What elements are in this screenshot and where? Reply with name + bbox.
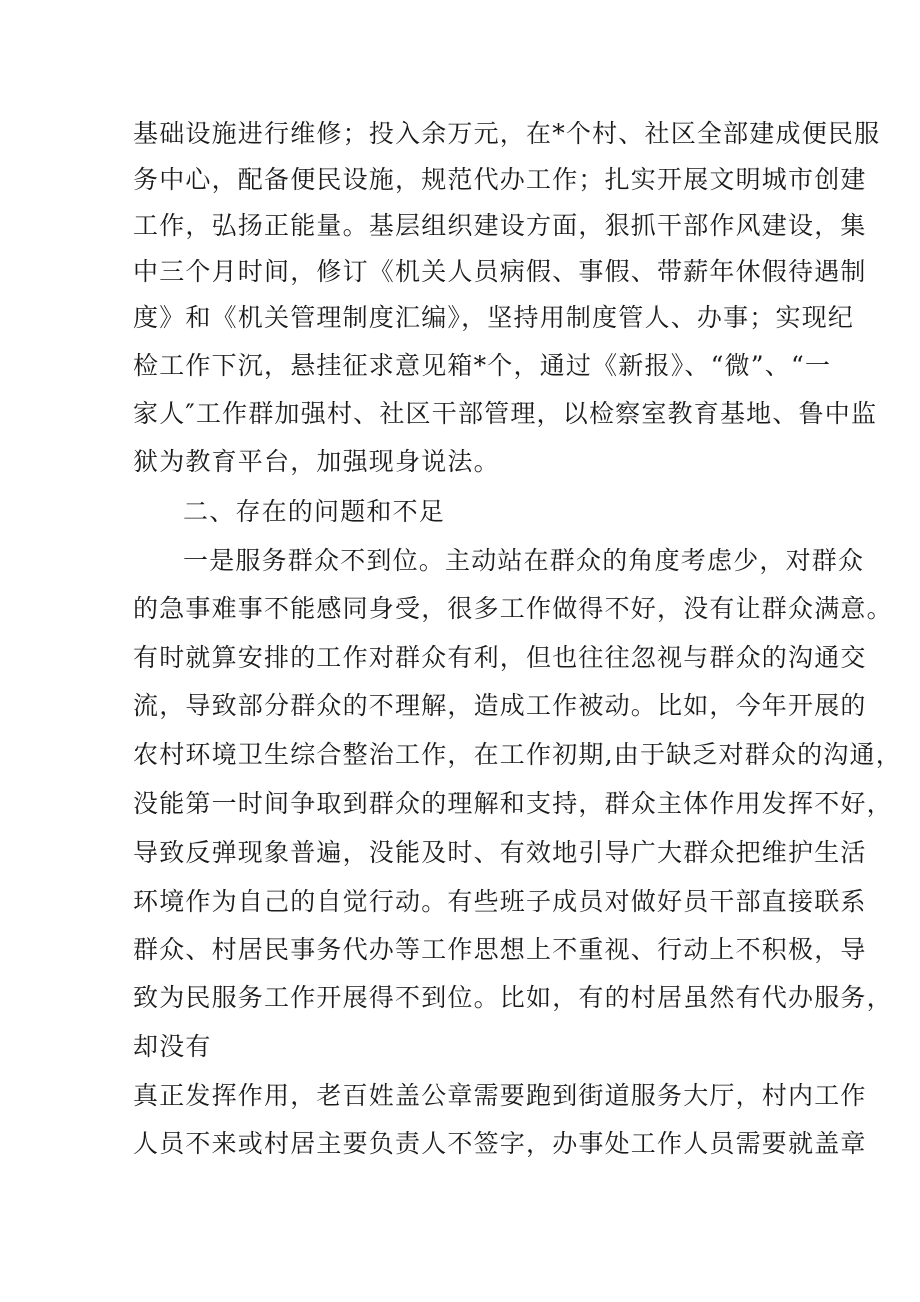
text-line: 导致反弹现象普遍，没能及时、有效地引导广大群众把维护生活 — [133, 838, 867, 867]
text-line: 检工作下沉，悬挂征求意见箱*个，通过《新报》、“微”、“一 — [133, 351, 832, 380]
text-line: 务中心，配备便民设施，规范代办工作；扎实开展文明城市创建 — [133, 165, 867, 194]
text-line: 的急事难事不能感同身受，很多工作做得不好，没有让群众满意。 — [133, 594, 893, 623]
text-line: 中三个月时间，修订《机关人员病假、事假、带薪年休假待遇制 — [133, 257, 867, 286]
text-line: 致为民服务工作开展得不到位。比如，有的村居虽然有代办服务， — [133, 983, 893, 1012]
text-line: 没能第一时间争取到群众的理解和支持，群众主体作用发挥不好， — [133, 789, 893, 818]
text-line: 基础设施进行维修；投入余万元，在*个村、社区全部建成便民服 — [133, 119, 881, 148]
text-line: 人员不来或村居主要负责人不签字，办事处工作人员需要就盖章 — [133, 1129, 867, 1158]
text-line: 群众、村居民事务代办等工作思想上不重视、行动上不积极，导 — [133, 935, 867, 964]
text-line: 一是服务群众不到位。主动站在群众的角度考虑少，对群众 — [183, 546, 865, 575]
text-line: 狱为教育平台，加强现身说法。 — [133, 447, 500, 476]
text-line: 工作，弘扬正能量。基层组织建设方面，狠抓干部作风建设，集 — [133, 211, 867, 240]
section-heading: 二、存在的问题和不足 — [183, 497, 446, 526]
text-line: 农村环境卫生综合整治工作，在工作初期,由于缺乏对群众的沟通， — [133, 740, 902, 769]
text-line: 却没有 — [133, 1032, 212, 1061]
text-line: 环境作为自己的自觉行动。有些班子成员对做好员干部直接联系 — [133, 887, 867, 916]
text-line: 度》和《机关管理制度汇编》，坚持用制度管人、办事；实现纪 — [133, 303, 855, 332]
text-line: 流，导致部分群众的不理解，造成工作被动。比如，今年开展的 — [133, 691, 867, 720]
text-line: 真正发挥作用，老百姓盖公章需要跑到街道服务大厅，村内工作 — [133, 1081, 867, 1110]
text-line: 有时就算安排的工作对群众有利，但也往往忽视与群众的沟通交 — [133, 643, 867, 672]
text-line: 家人″工作群加强村、社区干部管理，以检察室教育基地、鲁中监 — [133, 399, 878, 428]
